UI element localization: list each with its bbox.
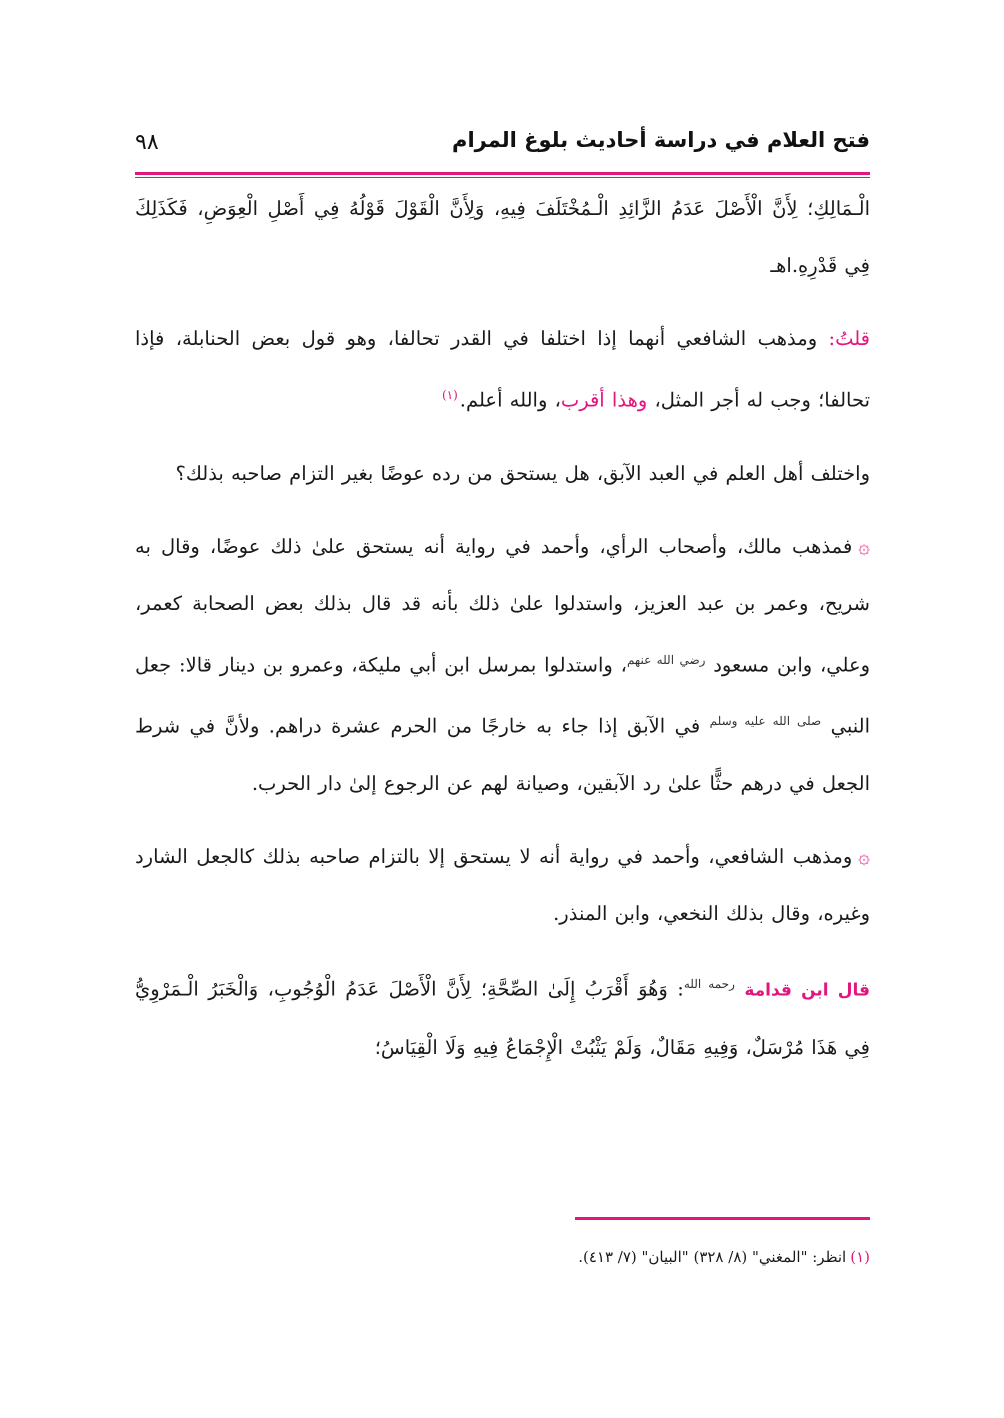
footnote-separator bbox=[575, 1217, 870, 1220]
scholar-name: قال ابن قدامة bbox=[744, 980, 871, 1000]
first-view-text-b: ، واستدلوا بمرسل ابن أبي مليكة، وعمرو بن دينار قالا: جعل النبي bbox=[135, 653, 871, 738]
honorific-glyph: رحمه الله bbox=[683, 976, 735, 991]
first-view-text-a: فمذهب مالك، وأصحاب الرأي، وأحمد في رواية أنه يستحق علىٰ ذلك عوضًا، وقال به شريح، وعمر بن عبد العزيز، واستدلوا علىٰ ذلك بأنه قد قال بذلك بعض الصحابة كعمر، وعلي، وابن مسعود bbox=[135, 534, 871, 676]
second-view-text: ومذهب الشافعي، وأحمد في رواية أنه لا يستحق إلا بالتزام صاحبه بذلك كالجعل الشارد وغيره، وقال بذلك النخعي، وابن المنذر. bbox=[135, 844, 870, 925]
ibn-qudama-quote: : وَهُوَ أَقْرَبُ إِلَىٰ الصِّحَّةِ؛ لِأَنَّ الْأَصْلَ عَدَمُ الْوُجُوبِ، وَالْخَبَرُ الْـمَرْوِيُّ فِي هَذَا مُرْسَلٌ، وَفِيهِ مَقَالٌ، وَلَمْ يَثْبُتْ الْإِجْمَاعُ فِيهِ وَلَا الْقِيَاسُ؛ bbox=[135, 977, 870, 1059]
opinion-text: ومذهب الشافعي أنهما إذا اختلفا في القدر تحالفا، وهو قول بعض الحنابلة، فإذا تحالفا؛ وجب له أجر المثل، bbox=[135, 327, 870, 412]
opinion-end: ، والله أعلم. bbox=[459, 388, 561, 412]
ornament-bullet-icon: ۞ bbox=[858, 843, 870, 868]
header-rule-thin bbox=[135, 177, 870, 178]
footnote-text: انظر: "المغني" (٨/ ٣٢٨) "البيان" (٧/ ٤١٣). bbox=[578, 1248, 847, 1266]
salawat-glyph: صلى الله عليه وسلم bbox=[709, 714, 822, 728]
author-label: قلتُ: bbox=[828, 327, 870, 350]
footnote bbox=[135, 1245, 870, 1269]
quote-text: الْـمَالِكِ؛ لِأَنَّ الْأَصْلَ عَدَمُ الزَّائِدِ الْـمُخْتَلَفَ فِيهِ، وَلِأَنَّ الْقَوْلَ قَوْلُهُ فِي أَصْلِ الْعِوَضِ، فَكَذَلِكَ فِي قَدْرِهِ.اهـ bbox=[135, 197, 870, 277]
highlighted-conclusion: وهذا أقرب bbox=[560, 388, 648, 412]
paragraph-first-view bbox=[135, 518, 870, 812]
paragraph-ibn-qudama bbox=[135, 956, 870, 1077]
paragraph-second-view bbox=[135, 828, 870, 942]
running-title: فتح العلام في دراسة أحاديث بلوغ المرام bbox=[452, 128, 870, 152]
paragraph-quote-end bbox=[135, 180, 870, 294]
footnote-reference[interactable]: (١) bbox=[441, 388, 458, 402]
honorific-glyph: رضي الله عنهم bbox=[626, 652, 706, 667]
first-view-text-c: في الآبق إذا جاء به خارجًا من الحرم عشرة دراهم. ولأنَّ في شرط الجعل في درهم حثًّا علىٰ رد الآبقين، وصيانة لهم عن الرجوع إلىٰ دار الحرب. bbox=[135, 714, 870, 795]
page-header bbox=[135, 118, 870, 172]
footnote-number: (١) bbox=[850, 1248, 870, 1266]
paragraph-question bbox=[135, 445, 870, 502]
question-text: واختلف أهل العلم في العبد الآبق، هل يستحق من رده عوضًا بغير التزام صاحبه بذلك؟ bbox=[175, 461, 870, 485]
body-text bbox=[135, 180, 870, 1092]
paragraph-author-opinion bbox=[135, 310, 870, 429]
ornament-bullet-icon: ۞ bbox=[858, 533, 870, 558]
header-rule-thick bbox=[135, 172, 870, 175]
page-number: ٩٨ bbox=[135, 130, 159, 155]
